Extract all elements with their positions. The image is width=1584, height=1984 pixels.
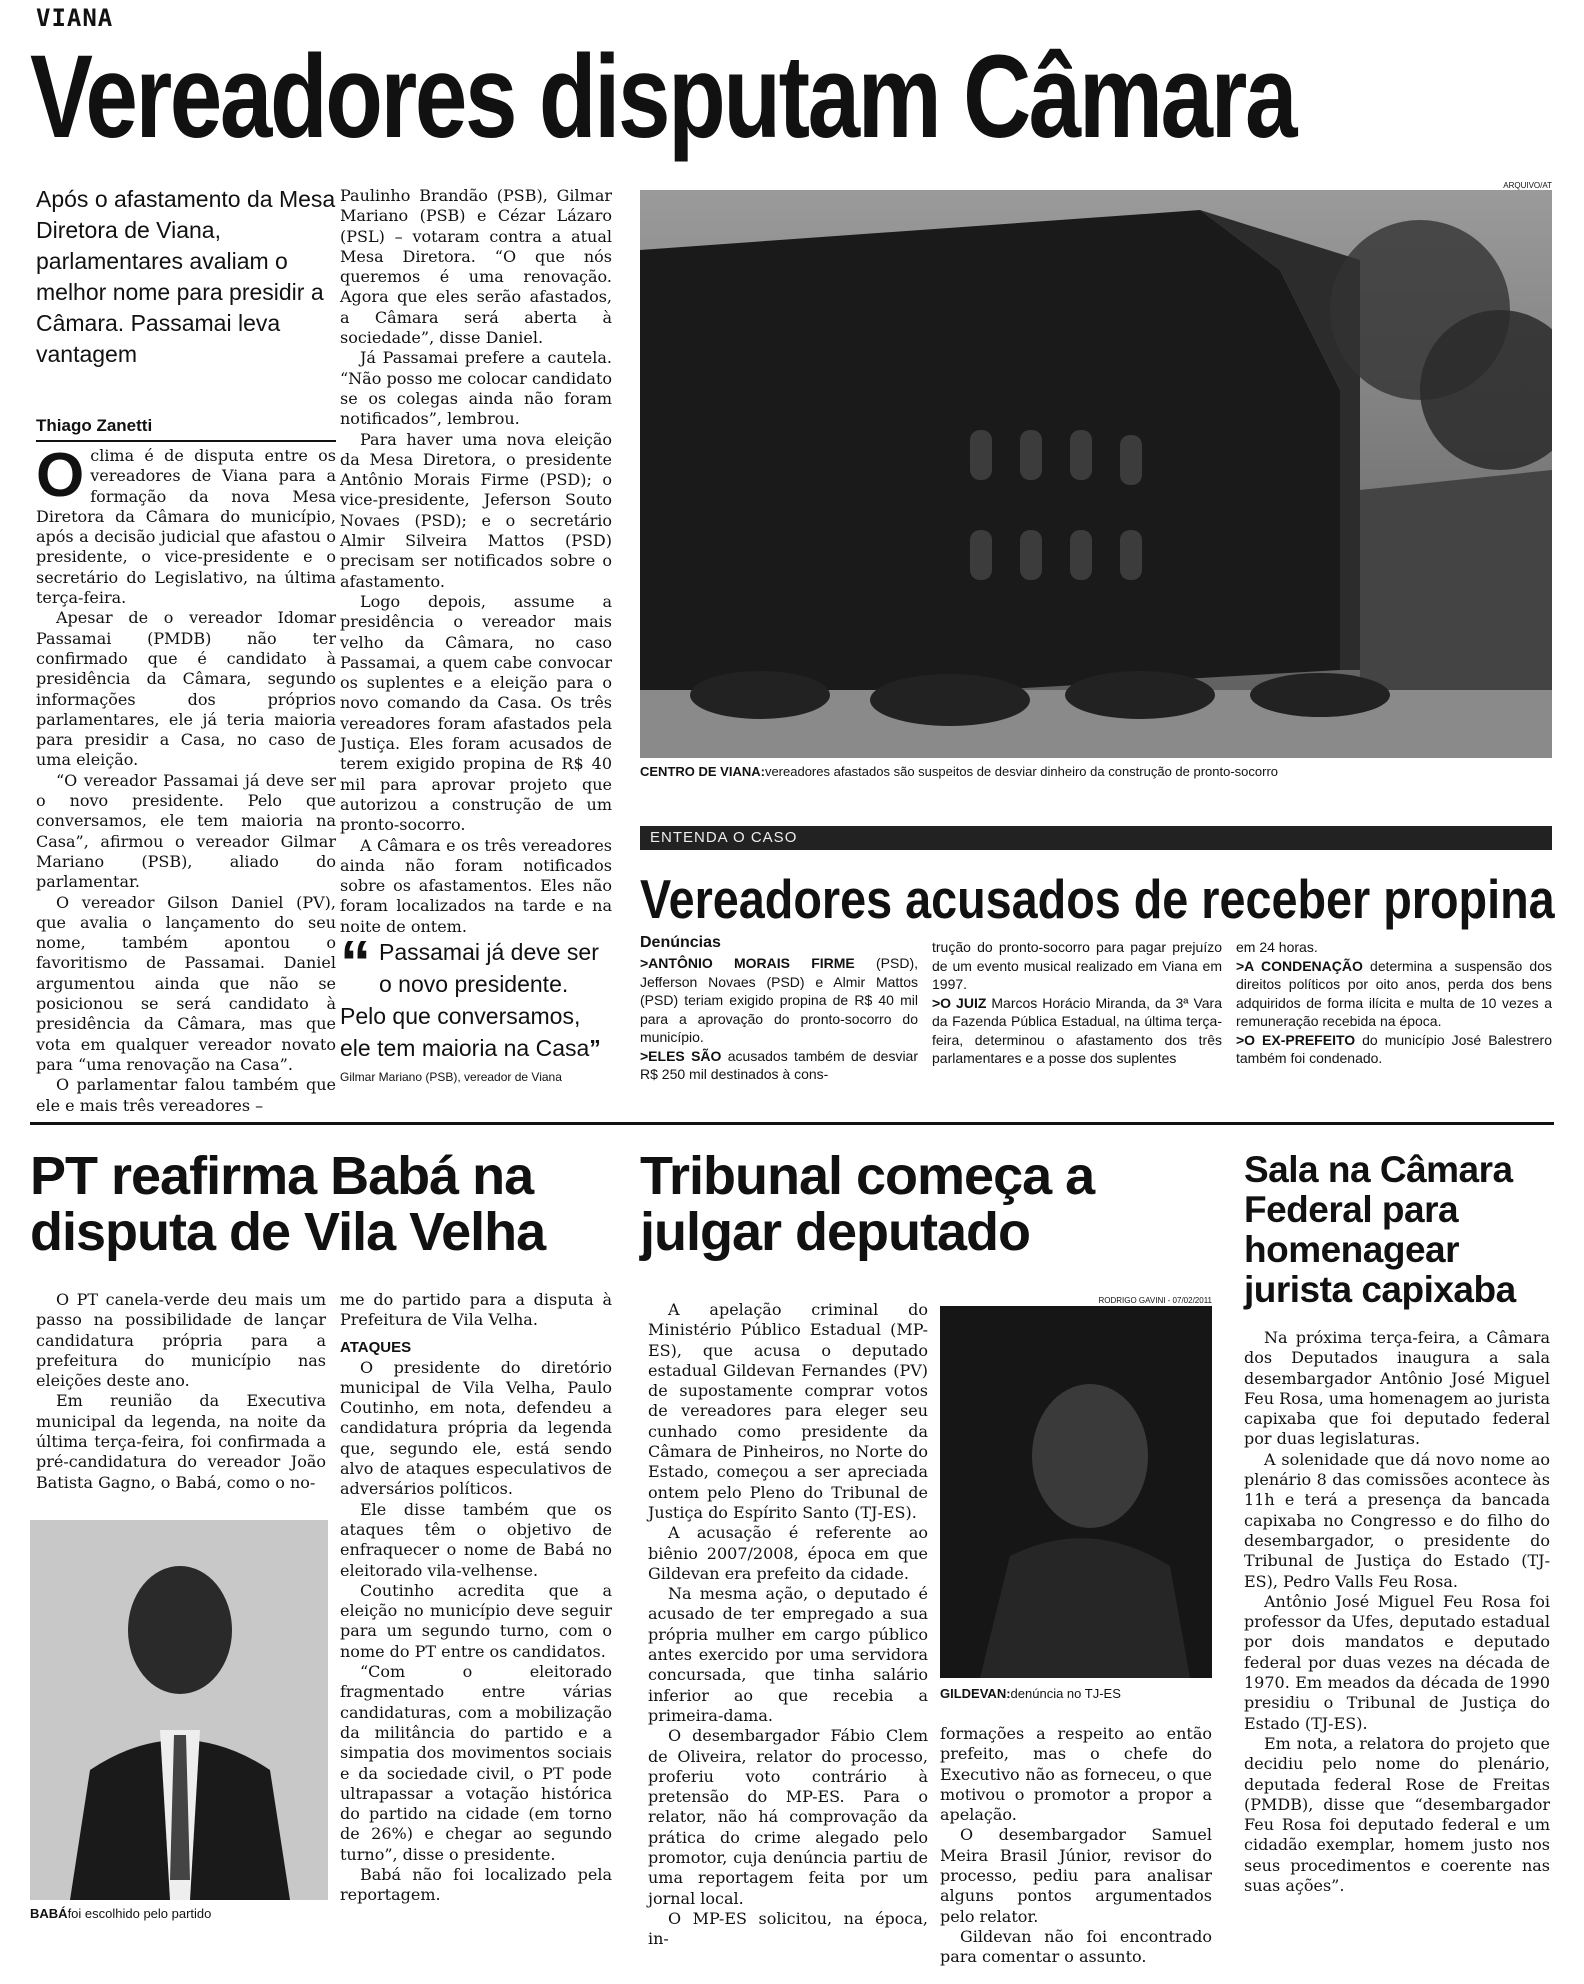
- denuncia-item: >A CONDENAÇÃO determina a suspensão dos direitos políticos por oito anos, perda dos bens adquiridos de forma ilícita e multa de 10 vezes a remuneração recebida na época.: [1236, 957, 1552, 1029]
- pt-caption: BABÁfoi escolhido pelo partido: [30, 1906, 212, 1921]
- paragraph: formações a respeito ao então prefeito, mas o chefe do Executivo não as forneceu, o que motivou o promotor a propor a apelação.: [940, 1724, 1212, 1825]
- quote-attribution: Gilmar Mariano (PSB), vereador de Viana: [340, 1070, 562, 1084]
- photo-credit: ARQUIVO/AT: [1503, 181, 1552, 190]
- entenda-headline: Vereadores acusados de receber propina: [640, 868, 1555, 930]
- photo-caption: [640, 764, 1552, 779]
- paragraph: O presidente do diretório municipal de Vila Velha, Paulo Coutinho, em nota, defendeu a candidatura própria da legenda que, segundo ele, está sendo alvo de ataques especulativos de adversários políticos.: [340, 1357, 612, 1499]
- section-label: VIANA: [36, 4, 114, 32]
- sala-body: [1244, 1328, 1550, 1896]
- subhead: ATAQUES: [340, 1338, 412, 1356]
- caption-text: vereadores afastados são suspeitos de desviar dinheiro da construção de pronto-socorro: [764, 764, 1279, 779]
- portrait-illustration: [30, 1520, 328, 1900]
- paragraph: Apesar de o vereador Idomar Passamai (PMDB) não ter confirmado que é candidato à presidência da Câmara, segundo informações dos próprios parlamentares, ele já teria maioria para presidir a Casa, no caso de uma eleição.: [36, 608, 336, 770]
- denuncias-label: Denúncias: [640, 934, 721, 951]
- paragraph: Em reunião da Executiva municipal da legenda, na noite da última terça-feira, foi confirmada a pré-candidatura do vereador João Batista Gagno, o Babá, como o no-: [36, 1391, 326, 1492]
- tribunal-photo-credit: RODRIGO GAVINI - 07/02/2011: [1098, 1296, 1212, 1305]
- gildevan-photo: [940, 1306, 1212, 1678]
- paragraph: Babá não foi localizado pela reportagem.: [340, 1865, 612, 1905]
- paragraph: Em nota, a relatora do projeto que decidiu pelo nome do plenário, deputada federal Rose de Freitas (PMDB), disse que “desembargador Feu Rosa foi deputado federal e um cidadão exemplar, homem justo nos seus procedimentos e coerente nas suas ações”.: [1244, 1733, 1550, 1896]
- entenda-col2: [932, 938, 1222, 1068]
- paragraph: O vereador Gilson Daniel (PV), que avalia o lançamento do seu nome, também apontou o favoritismo de Passamai. Daniel argumentou ainda que não se posicionou se será candidato à presidência da Câmara, mas que vota em qualquer vereador novato para “uma renovação na Casa”.: [36, 892, 336, 1074]
- baba-photo: [30, 1520, 328, 1900]
- pt-col2: [340, 1290, 612, 1906]
- denuncia-item: >ANTÔNIO MORAIS FIRME (PSD), Jefferson Novaes (PSD) e Almir Mattos (PSD) teriam exigido propina de R$ 40 mil para a aprovação do pronto-socorro do município.: [640, 955, 919, 1045]
- portrait-illustration: [940, 1306, 1212, 1678]
- tribunal-col1: [648, 1300, 928, 1950]
- paragraph: Logo depois, assume a presidência o vereador mais velho da Câmara, no caso Passamai, a quem cabe convocar os suplentes e a eleição para o novo comando da Casa. Os três vereadores foram afastados pela Justiça. Eles foram acusados de terem exigido propina de R$ 40 mil para aprovar projeto que autorizou a construção de um pronto-socorro.: [340, 591, 612, 835]
- paragraph: “O vereador Passamai já deve ser o novo presidente. Pelo que conversamos, ele tem maioria na Casa”, afirmou o vereador Gilmar Mariano (PSB), aliado do parlamentar.: [36, 770, 336, 892]
- paragraph: O MP-ES solicitou, na época, in-: [648, 1908, 928, 1949]
- paragraph: “Com o eleitorado fragmentado entre várias candidaturas, com a mobilização da militância do partido e a simpatia dos movimentos sociais e da sociedade civil, o PT pode ultrapassar a votação histórica do partido na cidade (em torno de 26%) e chegar ao segundo turno”, disse o presidente.: [340, 1662, 612, 1864]
- denuncia-item: >O JUIZ Marcos Horácio Miranda, da 3ª Vara da Fazenda Pública Estadual, na última terça-feira, determinou o afastamento dos três parlamentares e a posse dos suplentes: [932, 994, 1222, 1066]
- main-deck: Após o afastamento da Mesa Diretora de Viana, parlamentares avaliam o melhor nome para presidir a Câmara. Passamai leva vantagem: [36, 186, 336, 367]
- main-article-col2: [340, 186, 612, 937]
- caption-label: CENTRO DE VIANA:: [640, 764, 765, 779]
- entenda-col3: [1236, 938, 1552, 1068]
- tribunal-headline: Tribunal começa a julgar deputado: [640, 1146, 1095, 1262]
- drop-cap: O: [36, 441, 85, 510]
- paragraph: A acusação é referente ao biênio 2007/2008, época em que Gildevan era prefeito da cidade.: [648, 1523, 928, 1583]
- paragraph: Coutinho acredita que a eleição no município deve seguir para um segundo turno, com o nome do PT entre os candidatos.: [340, 1580, 612, 1661]
- pt-col1: [36, 1290, 326, 1493]
- building-photo: [640, 190, 1552, 758]
- paragraph: O PT canela-verde deu mais um passo na possibilidade de lançar candidatura própria para a prefeitura do município nas eleições deste ano.: [36, 1290, 326, 1391]
- building-illustration: [640, 190, 1552, 758]
- denuncia-item: trução do pronto-socorro para pagar prejuízo de um evento musical realizado em Viana em 1997.: [932, 939, 1222, 992]
- close-quote-icon: ”: [589, 1035, 601, 1061]
- denuncia-item: >O EX-PREFEITO do município José Balestrero também foi condenado.: [1236, 1031, 1552, 1066]
- paragraph: Para haver uma nova eleição da Mesa Diretora, o presidente Antônio Morais Firme (PSD); o vice-presidente, Jeferson Souto Novaes (PSD); e o secretário Almir Silveira Mattos (PSD) precisam ser notificados sobre o afastamento.: [340, 429, 612, 591]
- paragraph: Na próxima terça-feira, a Câmara dos Deputados inaugura a sala desembargador Antônio José Miguel Feu Rosa, uma homenagem ao jurista capixaba que foi deputado federal por duas legislaturas.: [1244, 1328, 1550, 1449]
- open-quote-icon: “: [340, 929, 371, 998]
- main-article-col1: [36, 441, 336, 1116]
- sala-headline: Sala na Câmara Federal para homenagear jurista capixaba: [1244, 1149, 1516, 1310]
- pt-headline: PT reafirma Babá na disputa de Vila Velha: [30, 1146, 546, 1262]
- paragraph: O parlamentar falou também que ele e mais três vereadores –: [36, 1075, 336, 1115]
- pull-quote: [340, 929, 610, 1084]
- paragraph: Já Passamai prefere a cautela. “Não posso me colocar candidato se os colegas ainda não foram notificados”, lembrou.: [340, 348, 612, 429]
- byline: Thiago Zanetti: [36, 416, 336, 442]
- paragraph: O clima é de disputa entre os vereadores de Viana para a formação da nova Mesa Diretora da Câmara do município, após a decisão judicial que afastou o presidente, o vice-presidente e o secretário do Legislativo, na última terça-feira.: [36, 441, 336, 608]
- quote-text: Passamai já deve ser o novo presidente. Pelo que conversamos, ele tem maioria na Casa: [340, 939, 599, 1061]
- paragraph: me do partido para a disputa à Prefeitura de Vila Velha.: [340, 1290, 612, 1330]
- paragraph: A apelação criminal do Ministério Público Estadual (MP-ES), que acusa o deputado estadual Gildevan Fernandes (PV) de supostamente comprar votos de vereadores para eleger seu cunhado como presidente da Câmara de Pinheiros, no Norte do Estado, começou a ser apreciada ontem pelo Pleno do Tribunal de Justiça do Espírito Santo (TJ-ES).: [648, 1300, 928, 1522]
- paragraph: A solenidade que dá novo nome ao plenário 8 das comissões acontece às 11h e terá a presença da bancada capixaba no Congresso e do filho do desembargador, o presidente do Tribunal de Justiça do Estado (TJ-ES), Pedro Valls Feu Rosa.: [1244, 1449, 1550, 1591]
- divider: [30, 1122, 1554, 1125]
- paragraph: Na mesma ação, o deputado é acusado de ter empregado a sua própria mulher em cargo público antes exercido por uma servidora concursada, que tinha salário inferior ao que recebia a primeira-dama.: [648, 1584, 928, 1725]
- tribunal-caption: GILDEVAN:denúncia no TJ-ES: [940, 1686, 1121, 1701]
- paragraph: A Câmara e os três vereadores ainda não foram notificados sobre os afastamentos. Eles não foram localizados na tarde e na noite de ontem.: [340, 835, 612, 936]
- paragraph: Gildevan não foi encontrado para comentar o assunto.: [940, 1926, 1212, 1967]
- paragraph: Ele disse também que os ataques têm o objetivo de enfraquecer o nome de Babá no eleitorado vila-velhense.: [340, 1499, 612, 1580]
- paragraph: O desembargador Samuel Meira Brasil Júnior, revisor do processo, pediu para analisar alguns pontos argumentados pelo relator.: [940, 1825, 1212, 1926]
- paragraph: Paulinho Brandão (PSB), Gilmar Mariano (PSB) e Cézar Lázaro (PSL) – votaram contra a atual Mesa Diretora. “O que nós queremos é uma renovação. Agora que eles serão afastados, a Câmara será aberta à sociedade”, disse Daniel.: [340, 186, 612, 348]
- entenda-bar: ENTENDA O CASO: [640, 826, 1552, 850]
- paragraph: O desembargador Fábio Clem de Oliveira, relator do processo, proferiu voto contrário à pretensão do MP-ES. Para o relator, não há comprovação da prática do crime alegado pelo promotor, cuja denúncia partiu de uma reportagem feita por um jornal local.: [648, 1726, 928, 1908]
- denuncia-item: em 24 horas.: [1236, 939, 1318, 955]
- tribunal-col2: [940, 1724, 1212, 1968]
- main-headline: Vereadores disputam Câmara: [30, 31, 1296, 163]
- paragraph: Antônio José Miguel Feu Rosa foi professor da Ufes, deputado estadual por dois mandatos e deputado federal por duas vezes na década de 1970. Em meados da década de 1990 presidiu o Tribunal de Justiça do Estado (TJ-ES).: [1244, 1591, 1550, 1733]
- entenda-col1: [640, 954, 918, 1084]
- denuncia-item: >ELES SÃO acusados também de desviar R$ 250 mil destinados à cons-: [640, 1047, 918, 1082]
